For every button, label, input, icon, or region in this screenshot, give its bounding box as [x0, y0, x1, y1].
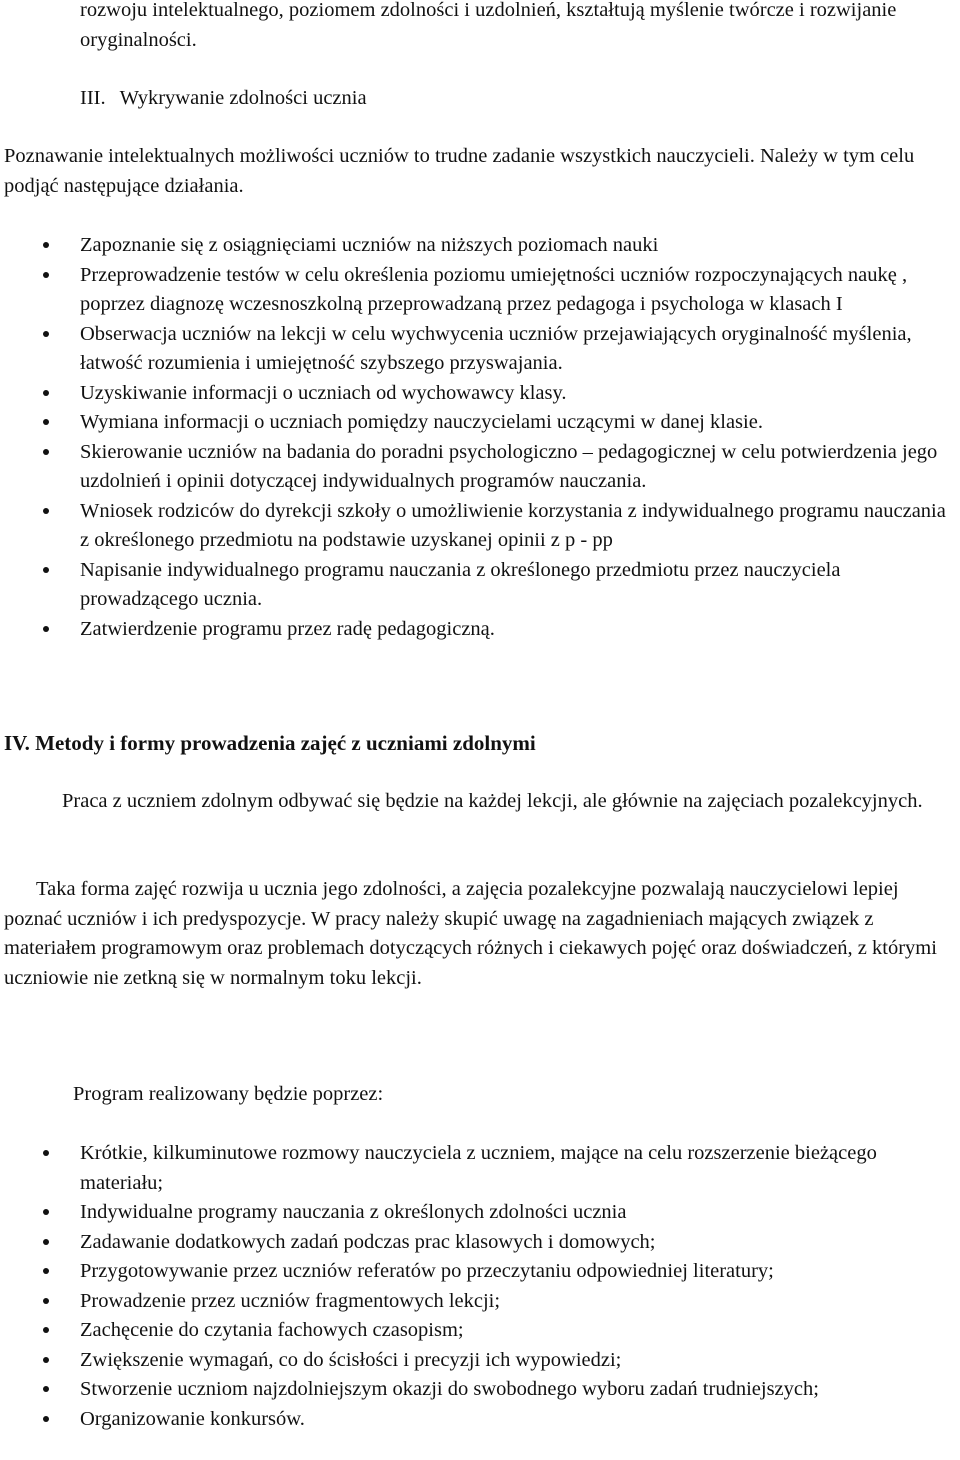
- section3-title: Wykrywanie zdolności ucznia: [119, 87, 367, 109]
- list-item: [0, 497, 960, 556]
- list-item: [0, 1198, 960, 1228]
- list-item-text: Organizowanie konkursów.: [80, 1407, 305, 1430]
- bullet-icon: [43, 1357, 49, 1363]
- list-item-text: Krótkie, kilkuminutowe rozmowy nauczyciela z uczniem, mające na celu rozszerzenie bieżącego materiału;: [80, 1142, 877, 1194]
- bullet-icon: [43, 419, 49, 425]
- list-item: [0, 408, 960, 438]
- bullet-icon: [43, 567, 49, 573]
- bullet-icon: [43, 242, 49, 248]
- section3-heading: [80, 84, 367, 114]
- list-item-text: Wniosek rodziców do dyrekcji szkoły o umożliwienie korzystania z indywidualnego programu nauczania z określonego przedmiotu na podstawie uzyskanej opinii z p - pp: [80, 499, 946, 551]
- list-item: [0, 1257, 960, 1287]
- list-item: [0, 1139, 960, 1198]
- section4-heading: IV. Metody i formy prowadzenia zajęć z uczniami zdolnymi: [4, 731, 536, 755]
- bullet-icon: [43, 331, 49, 337]
- bullet-icon: [43, 1150, 49, 1156]
- list-item-text: Przeprowadzenie testów w celu określenia poziomu umiejętności uczniów rozpoczynających naukę , poprzez diagnozę wczesnoszkolną przeprowadzaną przez pedagoga i psychologa w klasach I: [80, 263, 908, 315]
- list-item: [0, 261, 960, 320]
- program-intro: Program realizowany będzie poprzez:: [73, 1083, 384, 1105]
- program-list: [0, 1139, 960, 1434]
- list-item: [0, 1375, 960, 1405]
- list-item: [0, 320, 960, 379]
- list-item-text: Zadawanie dodatkowych zadań podczas prac klasowych i domowych;: [80, 1230, 656, 1253]
- bullet-icon: [43, 1239, 49, 1245]
- section4-paragraph-2: Taka forma zajęć rozwija u ucznia jego zdolności, a zajęcia pozalekcyjne pozwalają nauczycielowi lepiej poznać uczniów i ich predyspozycje. W pracy należy skupić uwagę na zagadnieniach mających związek z materiałem programowym oraz problemach dotyczących różnych i ciekawych pojęć oraz doświadczeń, z którymi uczniowie nie zetkną się w normalnym toku lekcji.: [4, 878, 937, 989]
- section3-list: [0, 231, 960, 644]
- bullet-icon: [43, 1298, 49, 1304]
- list-item: [0, 1405, 960, 1435]
- list-item-text: Stworzenie uczniom najzdolniejszym okazji do swobodnego wyboru zadań trudniejszych;: [80, 1378, 819, 1400]
- list-item-text: Zatwierdzenie programu przez radę pedagogiczną.: [80, 617, 495, 640]
- intro-continuation: rozwoju intelektualnego, poziomem zdolności i uzdolnień, kształtują myślenie twórcze i rozwijanie oryginalności.: [80, 0, 897, 51]
- list-item-text: Obserwacja uczniów na lekcji w celu wychwycenia uczniów przejawiających oryginalność myślenia, łatwość rozumienia i umiejętność szybszego przyswajania.: [80, 322, 912, 374]
- bullet-icon: [43, 1209, 49, 1215]
- list-item: [0, 615, 960, 645]
- list-item-text: Uzyskiwanie informacji o uczniach od wychowawcy klasy.: [80, 381, 567, 404]
- list-item-text: Napisanie indywidualnego programu nauczania z określonego przedmiotu przez nauczyciela prowadzącego ucznia.: [80, 558, 841, 610]
- list-item-text: Indywidualne programy nauczania z określonych zdolności ucznia: [80, 1201, 627, 1223]
- bullet-icon: [43, 1268, 49, 1274]
- list-item: [0, 231, 960, 261]
- bullet-icon: [43, 272, 49, 278]
- list-item: [0, 556, 960, 615]
- section3-number: III.: [80, 87, 106, 109]
- bullet-icon: [43, 1386, 49, 1392]
- list-item-text: Prowadzenie przez uczniów fragmentowych lekcji;: [80, 1289, 501, 1312]
- list-item: [0, 379, 960, 409]
- section3-intro: Poznawanie intelektualnych możliwości uczniów to trudne zadanie wszystkich nauczycieli. Należy w tym celu podjąć następujące działania.: [4, 145, 915, 197]
- list-item-text: Zwiększenie wymagań, co do ścisłości i precyzji ich wypowiedzi;: [80, 1348, 622, 1371]
- list-item: [0, 1346, 960, 1376]
- bullet-icon: [43, 1327, 49, 1333]
- list-item-text: Wymiana informacji o uczniach pomiędzy nauczycielami uczącymi w danej klasie.: [80, 411, 763, 433]
- list-item: [0, 438, 960, 497]
- list-item: [0, 1228, 960, 1258]
- bullet-icon: [43, 449, 49, 455]
- list-item-text: Zapoznanie się z osiągnięciami uczniów na niższych poziomach nauki: [80, 234, 659, 256]
- list-item-text: Zachęcenie do czytania fachowych czasopism;: [80, 1319, 464, 1341]
- bullet-icon: [43, 390, 49, 396]
- bullet-icon: [43, 626, 49, 632]
- list-item-text: Skierowanie uczniów na badania do poradni psychologiczno – pedagogicznej w celu potwierdzenia jego uzdolnień i opinii dotyczącej indywidualnych programów nauczania.: [80, 440, 938, 492]
- list-item-text: Przygotowywanie przez uczniów referatów po przeczytaniu odpowiedniej literatury;: [80, 1260, 774, 1282]
- list-item: [0, 1316, 960, 1346]
- bullet-icon: [43, 508, 49, 514]
- list-item: [0, 1287, 960, 1317]
- bullet-icon: [43, 1416, 49, 1422]
- section4-paragraph-1: Praca z uczniem zdolnym odbywać się będzie na każdej lekcji, ale głównie na zajęciach pozalekcyjnych.: [62, 790, 923, 812]
